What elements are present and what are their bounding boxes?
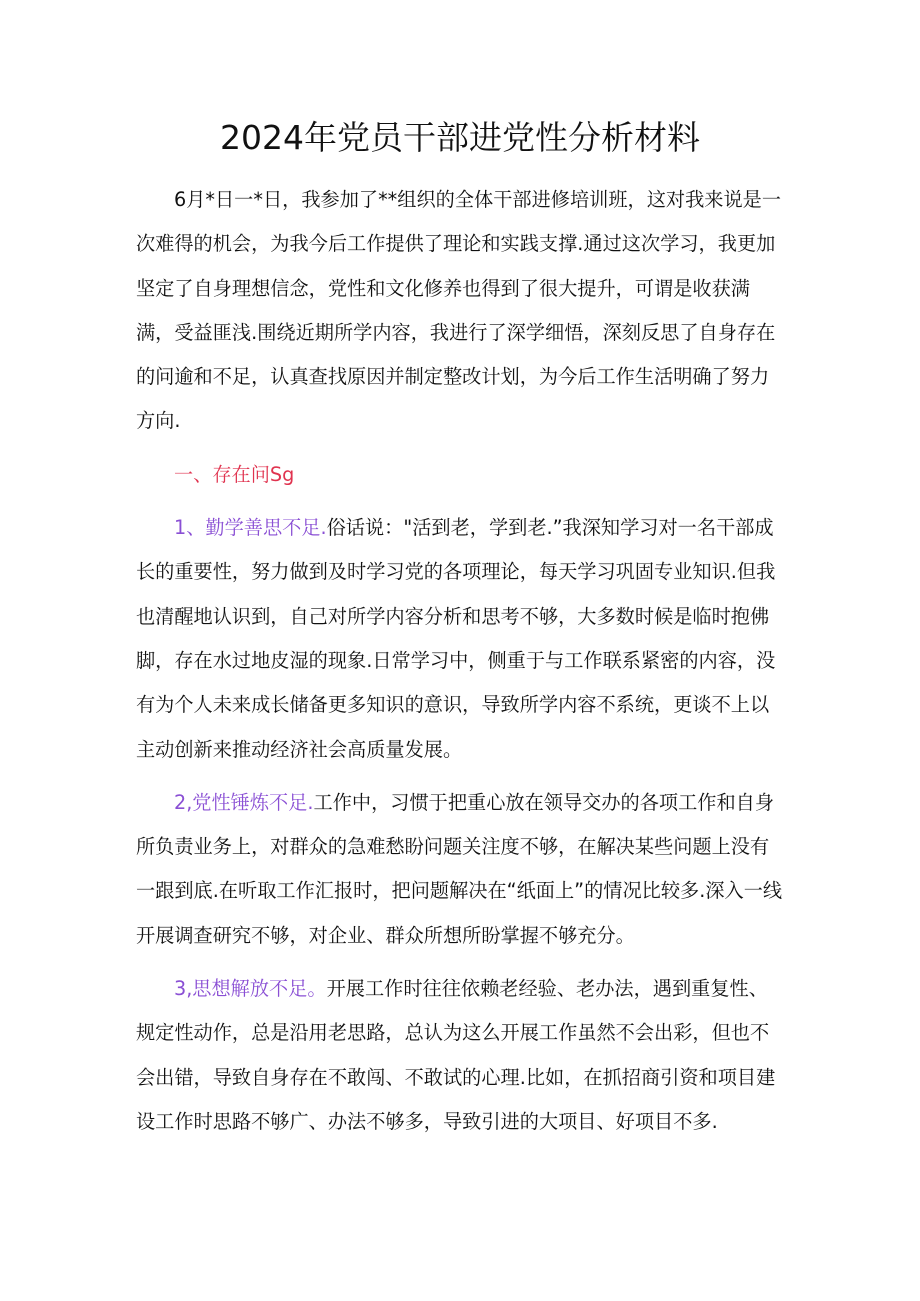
issue-item-1-text: 俗话说："活到老，学到老.”我深知学习对一名干部成长的重要性，努力做到及时学习党的各项理论，每天学习巩固专业知识.但我也清醒地认识到，自己对所学内容分析和思考不够，大多数时候是临时抱佛脚，存在水过地皮湿的现象.日常学习中，侧重于与工作联系紧密的内容，没有为个人未来成长储备更多知识的意识，导致所学内容不系统，更谈不上以主动创新来推动经济社会高质量发展。 (136, 516, 776, 761)
document-body (136, 178, 786, 1153)
document-title: 2024年党员干部进党性分析材料 (220, 118, 700, 157)
issue-item-1 (136, 506, 786, 772)
intro-paragraph: 6月*日一*日，我参加了**组织的全体干部进修培训班，这对我来说是一次难得的机会，为我今后工作提供了理论和实践支撑.通过这次学习，我更加坚定了自身理想信念，党性和文化修养也得到了很大提升，可谓是收获满满，受益匪浅.围绕近期所学内容，我进行了深学细悟，深刻反思了自身存在的问逾和不足，认真查找原因并制定整改计划，为今后工作生活明确了努力方向. (136, 188, 782, 433)
issue-item-3 (136, 967, 786, 1144)
issue-item-2-heading: 2,党性锤炼不足. (174, 790, 314, 814)
section-heading: 一、存在问Sg (174, 462, 295, 486)
issue-item-1-heading: 1、勤学善思不足. (174, 516, 327, 540)
issue-item-3-heading: 3,思想解放不足。 (174, 977, 327, 1001)
issue-item-2 (136, 781, 786, 958)
issue-item-3-text: 开展工作时往往依赖老经验、老办法，遇到重复性、规定性动作，总是沿用老思路，总认为这么开展工作虽然不会出彩，但也不会出错，导致自身存在不敢闯、不敢试的心理.比如，在抓招商引资和项目建设工作时思路不够广、办法不够多，导致引进的大项目、好项目不多. (136, 977, 776, 1133)
issue-item-2-text: 工作中，习惯于把重心放在领导交办的各项工作和自身所负责业务上，对群众的急难愁盼问题关注度不够，在解决某些问题上没有一跟到底.在听取工作汇报时，把问题解决在“纸面上”的情况比较多.深入一线开展调查研究不够，对企业、群众所想所盼掌握不够充分。 (136, 790, 783, 947)
